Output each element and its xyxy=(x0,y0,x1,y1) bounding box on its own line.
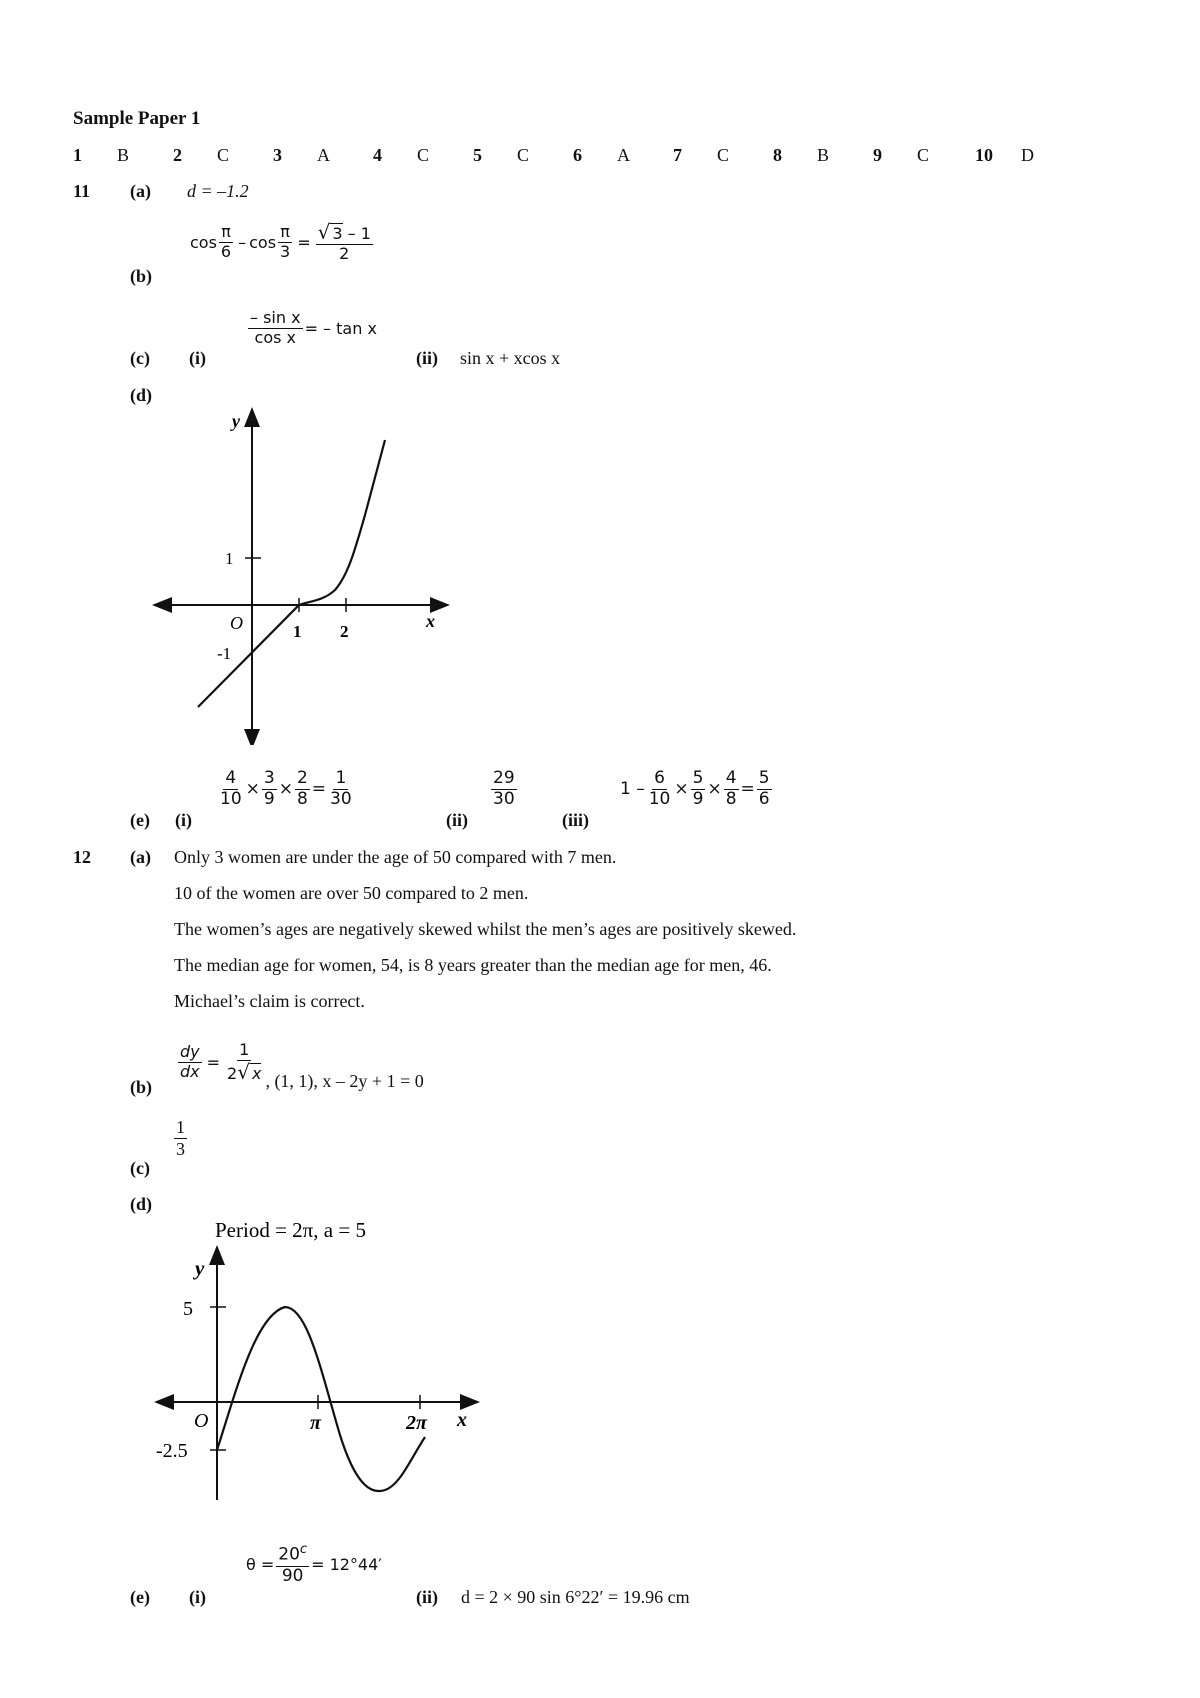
mcq-answer: C xyxy=(717,145,730,165)
tick-label-y-5: 5 xyxy=(183,1298,193,1320)
sine-curve xyxy=(217,1307,425,1491)
q12-part-e-label: (e) xyxy=(130,1587,150,1607)
cos-text: cos xyxy=(190,232,217,252)
fraction-numerator: 5 xyxy=(758,768,770,788)
fraction-numerator: 20 xyxy=(278,1544,300,1565)
fraction-numerator: 1 xyxy=(239,1040,250,1060)
fraction-denominator: 10 xyxy=(648,788,671,809)
axis-label-y: y xyxy=(232,411,240,431)
q11-part-eii-answer xyxy=(489,770,519,809)
q12-part-a-label: (a) xyxy=(130,847,151,867)
q12-part-a-line: The median age for women, 54, is 8 years greater than the median age for men, 46. xyxy=(174,955,772,975)
q11-part-eiii-label: (iii) xyxy=(562,810,589,830)
mcq-number: 9 xyxy=(873,145,882,165)
fraction-denominator: 10 xyxy=(220,788,242,809)
mcq-answer: C xyxy=(517,145,530,165)
fraction-numerator: 6 xyxy=(654,768,665,788)
q12-part-a-line: 10 of the women are over 50 compared to 2 men. xyxy=(174,883,529,903)
q12-part-c-answer xyxy=(172,1118,189,1159)
fraction-numerator: π xyxy=(280,222,290,242)
mcq-answer: A xyxy=(317,145,330,165)
q11-part-ei-answer xyxy=(216,770,356,809)
q11-part-eiii-answer xyxy=(620,770,774,809)
fraction-denominator: 6 xyxy=(758,788,770,809)
fraction-denominator: 8 xyxy=(725,788,737,809)
fraction-denominator: 9 xyxy=(692,788,704,809)
q12-part-d-label: (d) xyxy=(130,1194,152,1214)
mcq-answer: C xyxy=(417,145,430,165)
sqrt-radicand: x xyxy=(251,1063,262,1083)
fraction-denominator: 90 xyxy=(281,1565,304,1586)
q12-part-b-label: (b) xyxy=(130,1077,152,1097)
times-sign: × xyxy=(278,779,293,800)
q11-part-d-label: (d) xyxy=(130,385,152,405)
page-title: Sample Paper 1 xyxy=(73,108,201,129)
q11-part-ci-label: (i) xyxy=(189,348,206,368)
fraction-denominator: 8 xyxy=(296,788,308,809)
axis-label-x: x xyxy=(457,1409,467,1431)
mcq-number: 10 xyxy=(975,145,993,165)
q12-part-eii-answer: d = 2 × 90 sin 6°22′ = 19.96 cm xyxy=(461,1587,690,1607)
one-minus-text: 1 – xyxy=(620,779,645,800)
times-sign: × xyxy=(707,779,722,800)
q12-part-ei-answer xyxy=(246,1543,382,1585)
fraction-numerator: dy xyxy=(180,1042,200,1062)
q11-part-ei-label: (i) xyxy=(175,810,192,830)
theta-text: θ = xyxy=(246,1554,275,1574)
q12-part-a-line: Only 3 women are under the age of 50 compared with 7 men. xyxy=(174,847,617,867)
fraction-denominator: 30 xyxy=(330,788,352,809)
fraction-numerator: 1 xyxy=(176,1117,185,1137)
axis-label-x: x xyxy=(426,611,435,631)
fraction-numerator: 29 xyxy=(493,768,515,788)
q11-part-e-label: (e) xyxy=(130,810,150,830)
numerator-rest: – 1 xyxy=(342,224,371,243)
fraction-numerator: 5 xyxy=(692,768,704,788)
mcq-answer: A xyxy=(617,145,630,165)
mcq-number: 3 xyxy=(273,145,282,165)
axis-label-y: y xyxy=(195,1256,205,1280)
mcq-answer: B xyxy=(817,145,830,165)
fraction-denominator: 3 xyxy=(176,1138,185,1159)
mcq-number: 7 xyxy=(673,145,682,165)
curve xyxy=(198,440,385,707)
sqrt-radicand: 3 xyxy=(332,224,343,243)
q12-part-ei-label: (i) xyxy=(189,1587,206,1607)
fraction-denominator: 30 xyxy=(493,788,515,809)
coefficient: 2 xyxy=(227,1063,238,1083)
radian-superscript: c xyxy=(299,1542,308,1557)
mcq-number: 1 xyxy=(73,145,82,165)
minus-sign: – xyxy=(238,232,247,252)
fraction-numerator: π xyxy=(221,222,231,242)
q12-part-a-line: The women’s ages are negatively skewed whilst the men’s ages are positively skewed. xyxy=(174,919,797,939)
sqrt-symbol: √ xyxy=(317,220,331,244)
times-sign: × xyxy=(674,779,689,800)
question-12-number: 12 xyxy=(73,847,91,867)
mcq-number: 4 xyxy=(373,145,382,165)
tick-label-x-2pi: 2π xyxy=(406,1412,427,1434)
q11-part-cii-answer: sin x + xcos x xyxy=(460,348,561,368)
mcq-number: 2 xyxy=(173,145,182,165)
tick-label-y-neg1: -1 xyxy=(217,644,232,663)
q11-part-b-label: (b) xyxy=(130,266,152,286)
cos-text: cos xyxy=(249,232,277,252)
origin-label: O xyxy=(194,1410,209,1432)
mcq-number: 8 xyxy=(773,145,782,165)
rhs-text: = – tan x xyxy=(304,318,377,338)
sqrt-symbol: √ xyxy=(237,1059,250,1084)
fraction-denominator: 6 xyxy=(220,241,232,261)
tick-label-x-2: 2 xyxy=(340,622,349,641)
q11-part-a-label: (a) xyxy=(130,181,151,201)
graph-caption: Period = 2π, a = 5 xyxy=(215,1218,366,1242)
fraction-numerator: 2 xyxy=(296,768,308,788)
q12-part-b-answer xyxy=(176,1033,424,1092)
point-and-equation: , (1, 1), x – 2y + 1 = 0 xyxy=(265,1071,424,1091)
tick-label-y-neg2-5: -2.5 xyxy=(156,1440,188,1462)
q12-part-c-label: (c) xyxy=(130,1158,150,1178)
fraction-denominator: 3 xyxy=(280,241,291,261)
q12-part-eii-label: (ii) xyxy=(416,1587,438,1607)
q12-part-a-line: Michael’s claim is correct. xyxy=(174,991,365,1011)
times-sign: × xyxy=(245,779,260,800)
mcq-answer: C xyxy=(917,145,930,165)
fraction-denominator: 2 xyxy=(339,244,350,263)
mcq-number: 6 xyxy=(573,145,582,165)
tick-label-x-1: 1 xyxy=(293,622,302,641)
mcq-answer: B xyxy=(117,145,130,165)
rhs-text: = 12°44′ xyxy=(311,1554,382,1574)
fraction-numerator: 1 xyxy=(335,768,347,788)
mcq-answer: C xyxy=(217,145,230,165)
fraction-numerator: 4 xyxy=(725,768,737,788)
fraction-numerator: 3 xyxy=(263,768,275,788)
q12-graph xyxy=(150,1215,480,1515)
q11-graph xyxy=(150,405,450,745)
q11-part-a-answer: d = –1.2 xyxy=(187,181,249,201)
equals-sign: = xyxy=(740,779,755,800)
fraction-numerator: 4 xyxy=(225,768,237,788)
q11-part-c-label: (c) xyxy=(130,348,150,368)
origin-label: O xyxy=(230,613,243,633)
mcq-number: 5 xyxy=(473,145,482,165)
q11-part-cii-label: (ii) xyxy=(416,348,438,368)
question-11-number: 11 xyxy=(73,181,91,201)
fraction-denominator: dx xyxy=(180,1062,200,1081)
fraction-numerator: – sin x xyxy=(250,308,301,327)
mcq-answer: D xyxy=(1021,145,1034,165)
equals-sign: = xyxy=(297,232,311,252)
equals-sign: = xyxy=(311,779,327,800)
equals-sign: = xyxy=(206,1053,221,1072)
tick-label-x-pi: π xyxy=(310,1412,321,1434)
tick-label-y-1: 1 xyxy=(225,549,234,568)
fraction-denominator: 9 xyxy=(263,788,275,809)
q11-part-ci-answer xyxy=(246,310,377,347)
q11-part-b-answer xyxy=(190,222,375,263)
q11-part-eii-label: (ii) xyxy=(446,810,468,830)
fraction-denominator: cos x xyxy=(254,327,297,347)
